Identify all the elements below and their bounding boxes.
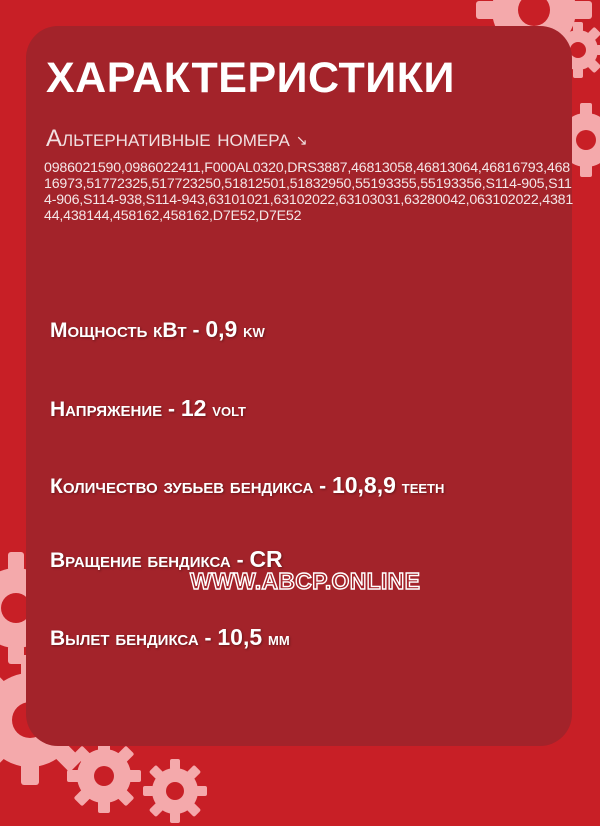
spec-label: Напряжение xyxy=(50,398,163,421)
spec-unit: teeth xyxy=(401,477,445,498)
alternative-numbers-heading xyxy=(46,126,308,153)
spec-value: 10,5 xyxy=(217,624,263,650)
spec-label: Количество зубьев бендикса xyxy=(50,475,314,498)
spec-unit: kw xyxy=(243,321,265,342)
spec-label: Вращение бендикса xyxy=(50,549,231,572)
spec-separator: - xyxy=(162,398,181,421)
spec-separator: - xyxy=(313,475,332,498)
spec-label: Вылет бендикса xyxy=(50,627,199,650)
spec-value: 10,8,9 xyxy=(331,472,396,498)
spec-separator: - xyxy=(198,627,218,650)
alternative-numbers-list: 0986021590,0986022411,F000AL0320,DRS3887,46813058,46813064,46816793,46816973,51772325,517723250,51812501,51832950,55193355,55193356,S114-905,S114-906,S114-938,S114-943,63101021,63102022,63103031,63280042,063102022,438144,438144,458162,458162,D7E52,D7E52 xyxy=(44,160,574,225)
spec-value: 0,9 xyxy=(205,316,238,342)
spec-unit: мм xyxy=(268,629,290,650)
characteristics-card xyxy=(26,26,572,746)
gear-icon xyxy=(140,756,210,826)
watermark: WWW.ABCP.ONLINE xyxy=(190,568,421,594)
spec-power xyxy=(50,316,265,345)
spec-teeth-count xyxy=(50,472,444,501)
page-title: ХАРАКТЕРИСТИКИ xyxy=(46,54,455,102)
alternative-numbers-label: Альтернативные номера xyxy=(46,125,290,152)
arrow-down-right-icon: ↘ xyxy=(295,131,308,148)
spec-label: Мощность кВт xyxy=(50,319,187,342)
spec-separator: - xyxy=(230,549,250,572)
spec-voltage xyxy=(50,395,246,424)
spec-value: 12 xyxy=(180,395,207,421)
spec-value: CR xyxy=(249,546,283,572)
spec-extension xyxy=(50,624,290,653)
gear-icon xyxy=(64,736,144,816)
spec-separator: - xyxy=(186,319,206,342)
spec-unit: volt xyxy=(212,400,246,421)
